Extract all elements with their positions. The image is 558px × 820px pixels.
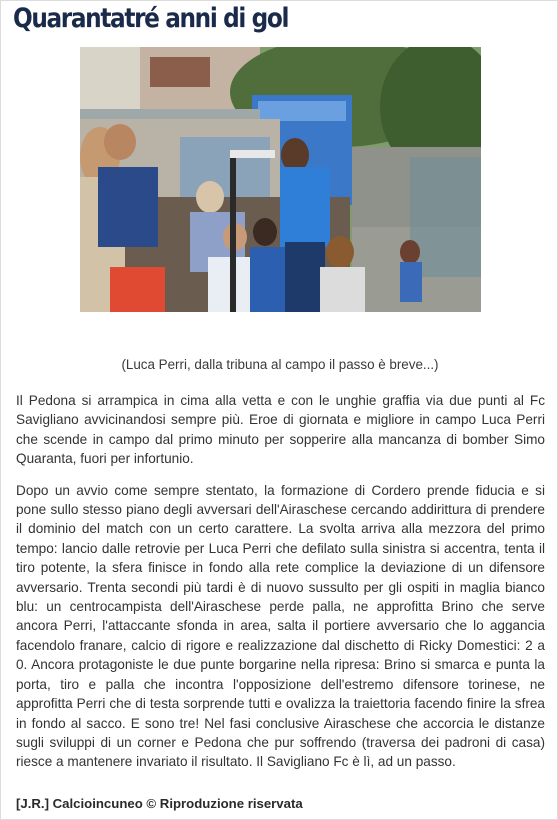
article-title: Quarantatré anni di gol xyxy=(13,3,289,34)
photo-caption: (Luca Perri, dalla tribuna al campo il passo è breve...) xyxy=(121,357,439,372)
article-body xyxy=(16,391,545,784)
article-credit: [J.R.] Calcioincuneo © Riproduzione riservata xyxy=(16,796,303,811)
article-paragraph: Dopo un avvio come sempre stentato, la formazione di Cordero prende fiducia e si pone sullo stesso piano degli avversari dell'Airaschese cercando addirittura di prendere il dominio del match con un certo carattere. La svolta arriva alla mezzora del primo tempo: lancio dalle retrovie per Luca Perri che defilato sulla sinistra si accentra, tenta il tiro potente, la sfera finisce in fondo alla rete complice la deviazione di un difensore avversario. Trenta secondi più tardi è di nuovo sussulto per gli ospiti in maglia bianco blu: un centrocampista dell'Airaschese perde palla, ne approfitta Brino che serve ancora Perri, l'attaccante sfonda in area, salta il portiere avversario che lo aggancia facendolo franare, calcio di rigore e realizzazione dal dischetto di Ricky Domestici: 2 a 0. Ancora protagoniste le due punte borgarine nella ripresa: Brino si smarca e punta la porta, tiro e palla che incontra l'opposizione dell'estremo difensore torinese, ne approfitta Perri che di testa sorprende tutti e ovalizza la traiettoria facendo finire la sfrea in fondo al sacco. E sono tre! Nel fasi conclusive Airaschese che accorcia le distanze sugli sviluppi di un corner e Pedona che pur soffrendo (traversa dei padroni di casa) riesce a mantenere invariato il risultato. Il Savigliano Fc è lì, ad un passo. xyxy=(16,482,545,770)
article-paragraph: Il Pedona si arrampica in cima alla vetta e con le unghie graffia via due punti al Fc Savigliano avvicinandosi sempre più. Eroe di giornata e migliore in campo Luca Perri che scende in campo dal primo minuto per sopperire alla mancanza di bomber Simo Quaranta, fuori per infortunio. xyxy=(16,393,545,467)
article-photo xyxy=(80,47,481,312)
